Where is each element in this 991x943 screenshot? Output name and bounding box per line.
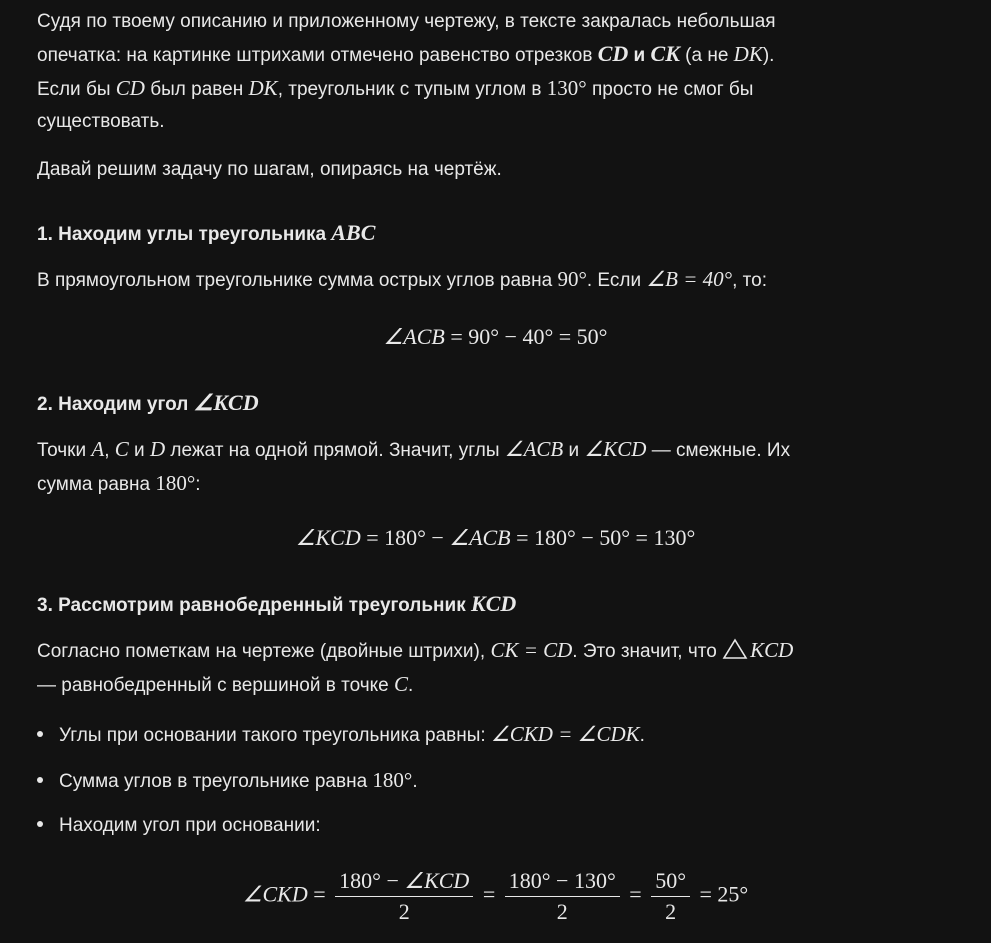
math-c: C <box>114 437 129 461</box>
section-3-text <box>37 634 951 702</box>
heading-text: 2. Находим угол <box>37 394 194 415</box>
list-item <box>37 810 321 842</box>
numerator: 50° <box>651 866 690 897</box>
text: . Это значит, что <box>572 641 723 662</box>
intro-line-1 <box>37 6 951 38</box>
math-kcd: ∠KCD <box>404 868 470 893</box>
line <box>37 433 951 467</box>
section-2-text <box>37 433 951 501</box>
math-d: D <box>149 437 166 461</box>
list-item <box>37 718 645 752</box>
section-1-heading <box>37 217 951 251</box>
intro-line-2 <box>37 38 951 72</box>
text: Судя по твоему описанию и приложенному чертежу, в тексте закралась небольшая <box>37 11 776 32</box>
text: и <box>563 440 585 461</box>
triangle-icon <box>722 638 748 660</box>
intro-line-3 <box>37 72 951 106</box>
text: . <box>639 725 645 746</box>
fraction <box>335 866 473 927</box>
math-ck: CK <box>650 41 680 66</box>
text: Точки <box>37 440 92 461</box>
plan-paragraph <box>37 154 951 186</box>
math-c: C <box>394 672 409 696</box>
fraction <box>651 866 690 927</box>
text: Если бы <box>37 79 116 100</box>
math-180: 180° <box>155 471 196 495</box>
line <box>37 668 951 702</box>
section-1-text <box>37 263 951 297</box>
text: Сумма углов в треугольнике равна <box>59 771 373 792</box>
section-2-heading <box>37 387 951 421</box>
section-3-heading <box>37 588 951 622</box>
text: просто не смог бы <box>586 79 754 100</box>
text: Углы при основании такого треугольника равны: <box>59 725 491 746</box>
math-acb: ∠ACB <box>504 437 564 461</box>
heading-text: 3. Рассмотрим равнобедренный треугольник <box>37 595 472 616</box>
math-kcd: KCD <box>471 591 517 616</box>
text: (а не <box>679 45 734 66</box>
list-item <box>37 764 418 798</box>
math-expr: = 90° − 40° = 50° <box>444 324 608 349</box>
bullet-icon <box>37 821 43 827</box>
equation-kcd <box>0 525 991 551</box>
math-cd: CD <box>597 41 629 66</box>
math-90: 90° <box>557 267 587 291</box>
text: Давай решим задачу по шагам, опираясь на чертёж. <box>37 159 502 180</box>
text: . <box>408 675 414 696</box>
line <box>37 634 951 668</box>
text: Согласно пометкам на чертеже (двойные штрихи), <box>37 641 491 662</box>
text: лежат на одной прямой. Значит, углы <box>165 440 505 461</box>
text: — смежные. Их <box>646 440 791 461</box>
text: сумма равна <box>37 474 156 495</box>
text: существовать. <box>37 111 165 132</box>
math-dk: DK <box>248 76 278 100</box>
equation-acb <box>0 324 991 350</box>
bullet-icon <box>37 777 43 783</box>
math-ck-cd: CK = CD <box>490 638 573 662</box>
math-a: A <box>91 437 105 461</box>
math-angles: ∠CKD = ∠CDK <box>490 722 640 746</box>
math-angle-b: ∠B = 40° <box>646 267 733 291</box>
equation-ckd: ∠CKD = $\frac{\text{180° − ∠KCD}}{2}$ = $\frac{180^\circ - 130^\circ}{2}$ = $\frac{50^\circ}{2}$ = 25° <box>0 866 991 927</box>
text: — равнобедренный с вершиной в точке <box>37 675 395 696</box>
fraction <box>505 866 620 927</box>
intro-paragraph <box>37 6 951 138</box>
text: : <box>195 474 201 495</box>
math-acb: ∠ACB <box>383 324 445 349</box>
numerator: 180° − 130° <box>505 866 620 897</box>
heading-text: 1. Находим углы треугольника <box>37 224 332 245</box>
text: В прямоугольном треугольнике сумма острых углов равна <box>37 270 558 291</box>
intro-line-4 <box>37 106 951 138</box>
numerator: 180° − <box>339 868 405 893</box>
math-kcd: ∠KCD <box>584 437 647 461</box>
text: Находим угол при основании: <box>59 815 321 836</box>
text: был равен <box>144 79 249 100</box>
result: 25° <box>717 881 749 907</box>
denominator: 2 <box>665 899 677 924</box>
math-180: 180° <box>372 768 413 792</box>
text: ). <box>762 45 775 66</box>
denominator: 2 <box>556 899 568 924</box>
math-dk: DK <box>733 42 763 66</box>
denominator: 2 <box>398 899 410 924</box>
text: , <box>104 440 115 461</box>
math-cd: CD <box>115 76 145 100</box>
math-acb: ∠ACB <box>449 525 511 550</box>
math-kcd: ∠KCD <box>193 390 259 415</box>
text: опечатка: на картинке штрихами отмечено равенство отрезков <box>37 45 598 66</box>
math-abc: ABC <box>331 220 376 245</box>
text: , то: <box>732 270 767 291</box>
math-kcd: KCD <box>750 638 794 662</box>
text: . <box>412 771 418 792</box>
bullet-icon <box>37 731 43 737</box>
text: и <box>128 440 150 461</box>
math-angle: 130° <box>546 76 587 100</box>
text: . Если <box>586 270 647 291</box>
math-expr: = 180° − 50° = 130° <box>510 525 696 550</box>
math-ckd: ∠CKD <box>242 881 308 907</box>
text: и <box>628 45 651 66</box>
math-expr: = 180° − <box>360 525 450 550</box>
text: , треугольник с тупым углом в <box>277 79 547 100</box>
math-kcd: ∠KCD <box>295 525 361 550</box>
line <box>37 467 951 501</box>
